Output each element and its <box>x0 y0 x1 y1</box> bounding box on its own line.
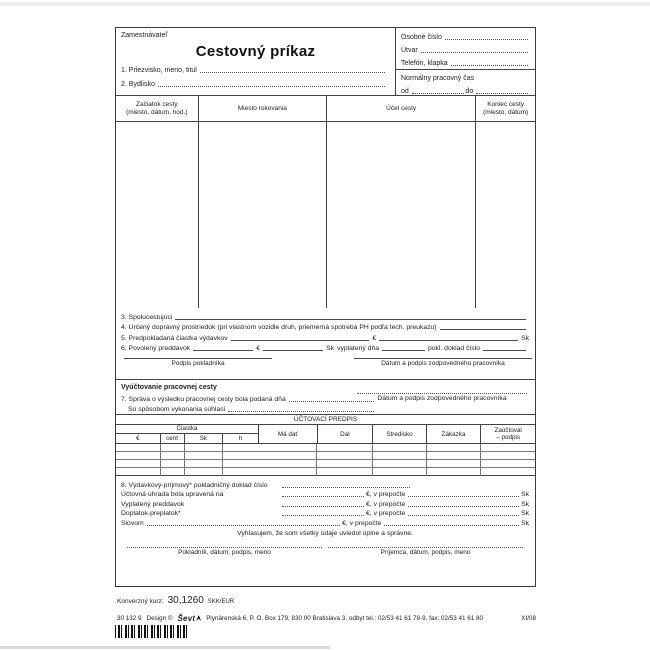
accounting-empty-row <box>116 460 535 468</box>
conversion-rate-value: 30,1260 <box>167 595 204 606</box>
cell <box>161 452 185 459</box>
amount-group <box>116 425 259 443</box>
col-label: Účel cesty <box>386 104 417 112</box>
cell <box>373 444 427 451</box>
dotted-line <box>408 501 519 507</box>
transport-label: 4. Určený dopravný prostriedok (pri vlastnom vozidle druh, priemerná spotreba PH podľa tech. preukazu) <box>121 324 437 331</box>
responsible-signature-caption: Dátum a podpis zodpovedného pracovníka <box>381 360 505 367</box>
report-date-field <box>121 393 376 403</box>
responsible-signature <box>354 358 532 367</box>
receipt-no-label: pokl. doklad číslo <box>427 345 481 352</box>
cell <box>116 444 161 451</box>
dotted-line <box>421 47 528 53</box>
expense-settlement-section <box>116 476 535 588</box>
amount-sub-columns <box>116 434 258 443</box>
cashier-final-caption: Pokladník, dátum, podpis, meno <box>178 548 271 556</box>
adjusted-amount-field <box>121 489 529 499</box>
balance-field <box>121 508 529 518</box>
col-sk: Sk <box>185 434 224 443</box>
working-hours-row <box>396 69 535 82</box>
eur-conversion-label: €, v prepočte <box>366 510 406 517</box>
signature-row <box>116 352 535 380</box>
dotted-line <box>384 520 519 526</box>
sk-label: Sk <box>521 500 529 508</box>
cell <box>258 452 317 459</box>
cell <box>185 468 224 476</box>
personal-number-field <box>396 28 535 41</box>
fill-line <box>231 335 370 341</box>
col-sublabel: (miesto, dátum, hod.) <box>126 108 188 116</box>
dotted-line <box>451 60 528 66</box>
recipient-final-caption: Príjemca, dátum, podpis, meno <box>380 548 471 556</box>
sk-label: Sk <box>521 519 529 527</box>
col-label: Začiatok cesty <box>136 100 178 108</box>
settlement-title: Vyúčtovanie pracovnej cesty <box>121 384 217 391</box>
cell <box>161 468 185 476</box>
trip-table-header <box>116 96 535 122</box>
residence-label: 2. Bydlisko <box>121 81 155 88</box>
final-signatures <box>121 547 529 556</box>
col-h: h <box>238 435 243 442</box>
advance-field <box>121 342 529 353</box>
sk-label: Sk <box>521 334 530 342</box>
cell <box>427 468 482 476</box>
settlement-signature <box>357 393 527 402</box>
paid-advance-label: Vyplatený preddavok <box>121 500 185 508</box>
surname-label: 1. Priezvisko, meno, titul <box>121 67 197 74</box>
cell <box>161 444 185 451</box>
personal-number-label: Osobné číslo <box>401 34 442 41</box>
fill-line <box>175 314 526 320</box>
receipt-number-label: 8. Výdavkový-príjmový* pokladničný doklad číslo <box>121 481 268 489</box>
travel-order-form <box>115 27 536 587</box>
working-hours-range <box>396 82 535 95</box>
dotted-line <box>147 520 340 526</box>
col-meeting-place <box>199 96 327 121</box>
dotted-line <box>476 88 528 94</box>
approval-label: So spôsobom vykonania súhlasí <box>128 406 226 413</box>
department-label: Útvar <box>401 47 418 54</box>
cell <box>161 460 185 467</box>
cashier-signature <box>124 358 272 367</box>
col-sublabel: (miesto, dátum) <box>483 108 529 116</box>
col-trip-end <box>476 96 535 121</box>
col-order: Zákazka <box>427 425 482 443</box>
col-label: Zaúčtoval <box>494 427 522 434</box>
surname-field <box>121 67 387 74</box>
cell <box>317 460 373 467</box>
companions-label: 3. Spolucestujúci <box>121 313 173 321</box>
form-title: Cestovný príkaz <box>195 43 316 60</box>
cell <box>258 460 317 467</box>
col-eur: € <box>116 434 161 443</box>
dotted-line <box>228 406 374 412</box>
accounting-empty-row <box>116 444 535 452</box>
col-sublabel: – podpis <box>496 434 521 441</box>
dotted-line <box>282 510 364 516</box>
fill-line <box>193 345 253 351</box>
paid-on-label: vyplatený dňa <box>337 345 380 352</box>
eur-label: € <box>256 345 261 352</box>
companions-field <box>121 310 529 321</box>
employer-label: Zamestnávateľ <box>121 32 168 39</box>
design-label: Design © <box>146 615 173 622</box>
dotted-line <box>412 88 464 94</box>
header-left <box>116 28 395 95</box>
scan-artifact-bottom <box>0 646 330 649</box>
fill-line <box>263 345 323 351</box>
cell <box>223 460 258 467</box>
accounting-table <box>116 415 535 476</box>
col-trip-purpose <box>327 96 476 121</box>
conversion-rate-unit: SKK/EUR <box>207 599 235 605</box>
sk-label: Sk <box>521 491 529 498</box>
cell <box>481 452 535 459</box>
trip-purpose-cell <box>327 122 476 308</box>
approval-field <box>121 403 376 413</box>
cell <box>317 452 373 459</box>
declaration-text: Vyhlasujem, že som všetky údaje uviedol úplne a správne. <box>237 529 413 537</box>
settlement-signature-caption: Dátum a podpis zodpovedného pracovníka <box>377 395 507 402</box>
recipient-final-signature <box>328 547 523 556</box>
cell <box>373 452 427 459</box>
fill-line <box>379 335 518 341</box>
col-debit: Má dať <box>259 425 318 443</box>
sk-label: Sk <box>521 510 529 517</box>
cell <box>258 468 317 476</box>
edition-code: XI/08 <box>521 615 536 622</box>
eur-conversion-label: €, v prepočte <box>366 500 406 508</box>
cell <box>223 468 258 476</box>
order-number: 30 132 9 <box>117 615 142 622</box>
sevt-logo-text: Ševt <box>177 614 196 623</box>
cell <box>427 460 482 467</box>
eur-conversion-label: €, v prepočte <box>342 519 382 527</box>
cashier-signature-caption: Podpis pokladníka <box>171 360 225 367</box>
trip-table <box>116 96 535 308</box>
from-label: od <box>401 88 409 95</box>
eur-label: € <box>372 334 377 342</box>
cell <box>116 452 161 459</box>
trip-details <box>116 308 535 352</box>
cell <box>427 444 482 451</box>
conversion-rate-label: Konverzný kurz: <box>117 598 164 605</box>
cell <box>373 468 427 476</box>
phone-field <box>396 54 535 67</box>
fill-line <box>440 324 526 330</box>
amount-group-label: Čiastka <box>116 425 258 434</box>
trip-table-body <box>116 122 535 308</box>
cell <box>223 452 258 459</box>
accounting-empty-row <box>116 452 535 460</box>
department-field <box>396 41 535 54</box>
conversion-rate <box>117 596 234 605</box>
meeting-place-cell <box>199 122 327 308</box>
sevt-logo-mark-icon <box>196 615 201 621</box>
eur-conversion-label: €, v prepočte <box>366 491 406 498</box>
col-posted-by <box>481 425 535 443</box>
trip-start-cell <box>116 122 199 308</box>
dotted-line <box>408 510 519 516</box>
sk-label: Sk <box>326 345 335 352</box>
col-label: Koniec cesty <box>487 100 525 108</box>
header-right <box>395 28 535 95</box>
to-label: do <box>465 88 474 95</box>
dotted-line <box>158 81 385 87</box>
estimated-expenses-label: 5. Predpokladaná čiastka výdavkov <box>121 334 228 342</box>
paid-advance-field <box>121 498 529 508</box>
sevt-logo <box>178 614 202 623</box>
settlement-section <box>116 380 535 415</box>
cell <box>317 444 373 451</box>
col-label: Miesto rokovania <box>237 104 287 112</box>
dotted-line <box>408 491 519 497</box>
advance-label: 6. Povolený preddavok <box>121 345 191 352</box>
col-trip-start <box>116 96 199 121</box>
accounting-title: ÚČTOVACÍ PREDPIS <box>116 415 535 425</box>
trip-end-cell <box>476 122 535 308</box>
residence-field <box>121 81 387 88</box>
cashier-final-signature <box>127 547 322 556</box>
imprint-line <box>117 614 536 623</box>
report-date-label: 7. Správa o výsledku pracovnej cesty bola podaná dňa <box>121 396 286 403</box>
dotted-line <box>282 482 410 488</box>
cell <box>223 444 258 451</box>
cell <box>481 468 535 476</box>
dotted-line <box>445 34 528 40</box>
barcode <box>115 625 189 638</box>
estimated-expenses-field <box>121 331 529 342</box>
amount-in-words-field <box>121 517 529 527</box>
cell <box>427 452 482 459</box>
receipt-number-field <box>121 479 529 489</box>
working-hours-label: Normálny pracovný čas <box>401 75 475 82</box>
cell <box>185 452 224 459</box>
phone-label: Telefón, klapka <box>401 60 448 67</box>
dotted-line <box>282 501 364 507</box>
cell <box>481 460 535 467</box>
fill-line <box>382 345 425 351</box>
cell <box>481 444 535 451</box>
col-cent: cent <box>161 434 185 443</box>
cell <box>116 468 161 476</box>
col-credit: Dal <box>318 425 374 443</box>
adjusted-amount-label: Účtovná úhrada bola upravená na <box>121 491 224 498</box>
cell <box>185 444 224 451</box>
dotted-line <box>200 67 385 73</box>
balance-label: Doplatok-preplatok* <box>121 510 181 517</box>
publisher-address: Plynárenská 6, P. O. Box 179, 830 00 Bratislava 3, odbyt tel.: 02/53 41 61 78-9, fax: 02/53 41 61 80 <box>206 615 484 622</box>
accounting-empty-row <box>116 468 535 476</box>
cell <box>373 460 427 467</box>
dotted-line <box>282 491 364 497</box>
fill-line <box>483 345 526 351</box>
cell <box>185 460 224 467</box>
cell <box>116 460 161 467</box>
cell <box>317 468 373 476</box>
form-header <box>116 28 535 96</box>
scan-artifact-top <box>0 2 650 6</box>
amount-in-words-label: Slovom <box>121 519 144 527</box>
cell <box>258 444 317 451</box>
transport-field <box>121 321 529 332</box>
col-center: Stredisko <box>373 425 427 443</box>
accounting-header <box>116 425 535 444</box>
